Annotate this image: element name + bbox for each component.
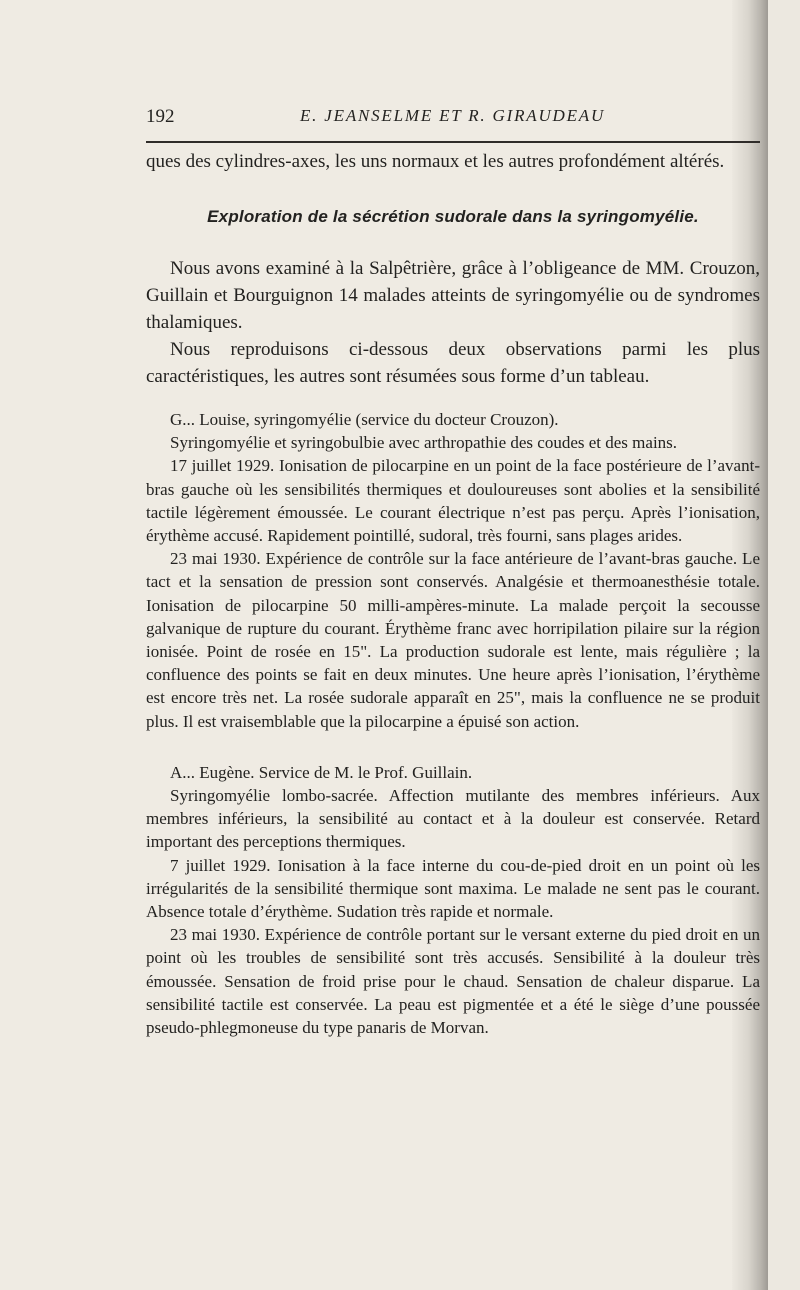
page-header <box>146 100 760 140</box>
section-title: Exploration de la sécrétion sudorale dans la syringomyélie. <box>207 207 699 226</box>
observation-2 <box>146 761 760 1039</box>
observation-2-line-1: Syringomyélie lombo-sacrée. Affection mutilante des membres inférieurs. Aux membres inférieurs, la sensibilité au contact et à la douleur est conservée. Retard important des perceptions thermiques. <box>146 786 760 852</box>
observation-1-line-2: 17 juillet 1929. Ionisation de pilocarpine en un point de la face postérieure de l’avant-bras gauche où les sensibilités thermiques et douloureuses sont abolies et la sensibilité tactile légèrement émoussée. Le courant électrique n’est pas perçu. Après l’ionisation, érythème accusé. Rapidement pointillé, sudoral, très fourni, sans plages arides. <box>146 456 760 546</box>
observation-2-line-2: 7 juillet 1929. Ionisation à la face interne du cou-de-pied droit en un point où les irrégularités de la sensibilité thermique sont maxima. Le malade ne sent pas le courant. Absence totale d’érythème. Sudation très rapide et normale. <box>146 855 760 922</box>
page-content <box>146 148 760 1039</box>
page-number: 192 <box>146 106 175 127</box>
header-rule <box>146 141 760 143</box>
section-paragraph-1: Nous avons examiné à la Salpêtrière, grâce à l’obligeance de MM. Crouzon, Guillain et Bourguignon 14 malades atteints de syringomyélie ou de syndromes thalamiques. <box>146 258 760 333</box>
intro-paragraph: ques des cylindres-axes, les uns normaux et les autres profondément altérés. <box>146 151 725 172</box>
observation-2-heading: A... Eugène. Service de M. le Prof. Guillain. <box>170 762 473 782</box>
observation-2-line-3: 23 mai 1930. Expérience de contrôle portant sur le versant externe du pied droit en un point où les troubles de sensibilité sont très accusés. Sensibilité à la douleur très émoussée. Sensation de froid prise pour le chaud. Sensation de chaleur disparue. La sensibilité tactile est conservée. La peau est pigmentée et a été le siège d’une poussée pseudo-phlegmoneuse du type panaris de Morvan. <box>146 925 760 1038</box>
observation-1-line-1: Syringomyélie et syringobulbie avec arthropathie des coudes et des mains. <box>170 433 678 453</box>
section-paragraph-2: Nous reproduisons ci-dessous deux observations parmi les plus caractéristiques, les autres sont résumées sous forme d’un tableau. <box>146 339 760 387</box>
running-title: E. JEANSELME ET R. GIRAUDEAU <box>300 106 606 125</box>
observation-1 <box>146 408 760 733</box>
observation-1-line-3: 23 mai 1930. Expérience de contrôle sur la face antérieure de l’avant-bras gauche. Le tact et la sensation de pression sont conservés. Analgésie et thermoanesthésie totale. Ionisation de pilocarpine 50 milli-ampères-minute. La malade perçoit la secousse galvanique de rupture du courant. Érythème franc avec horripilation pilaire sur la région ionisée. Point de rosée en 15". La production sudorale est lente, mais régulière ; la confluence des points se fait en deux minutes. Une heure après l’ionisation, l’érythème est encore très net. La rosée sudorale apparaît en 25", mais la confluence ne se produit plus. Il est vraisemblable que la pilocarpine a épuisé son action. <box>146 549 760 731</box>
observation-1-heading: G... Louise, syringomyélie (service du docteur Crouzon). <box>170 410 559 429</box>
